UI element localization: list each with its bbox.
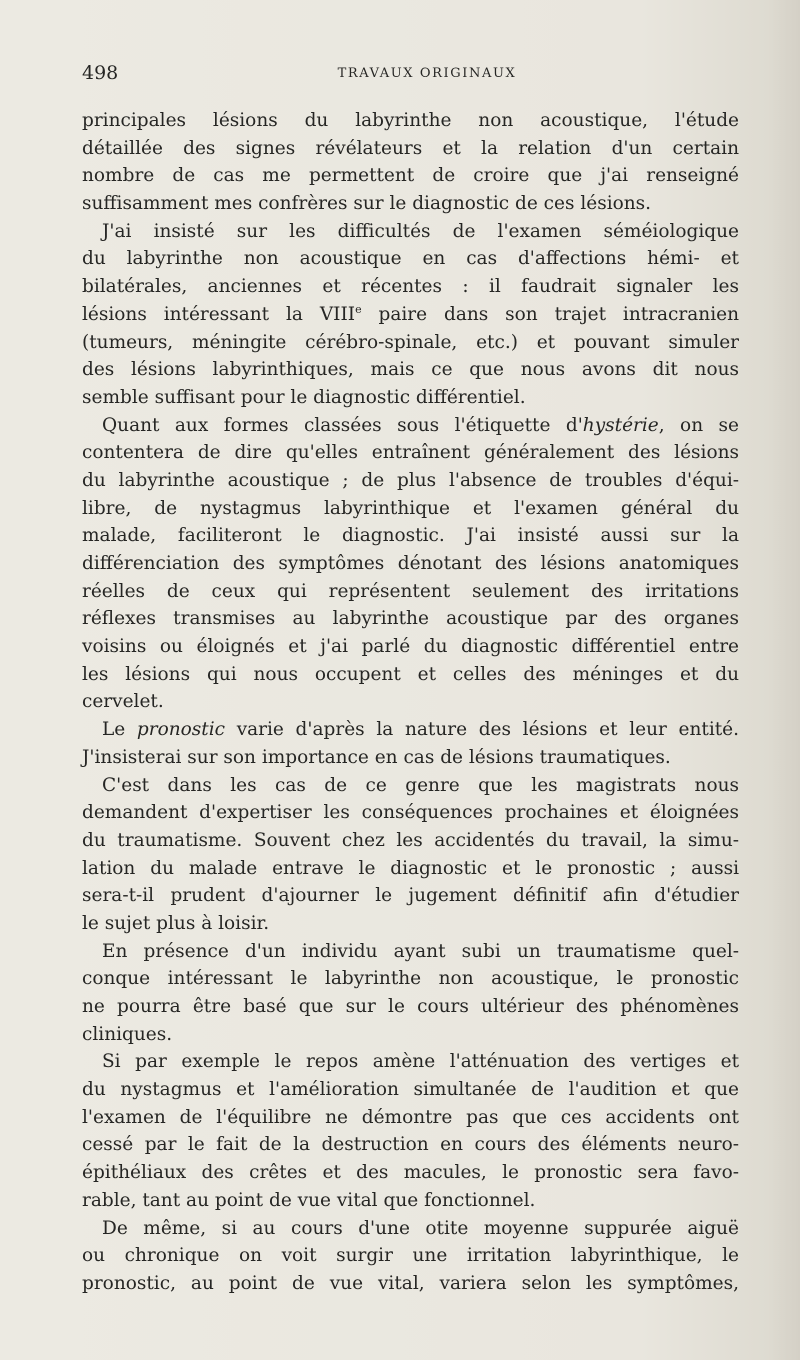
text-line: épithéliaux des crêtes et des macules, le pronostic sera favo- [82,1162,739,1184]
text-line: bilatérales, anciennes et récentes : il faudrait signaler les [82,276,739,298]
text-line: conque intéressant le labyrinthe non acoustique, le pronostic [82,968,739,990]
paragraph [82,412,739,717]
text-line: demandent d'expertiser les conséquences prochaines et éloignées [82,802,739,824]
text-line: les lésions qui nous occupent et celles des méninges et du [82,663,739,685]
text-line: détaillée des signes révélateurs et la relation d'un certain [82,137,739,159]
text-line: ou chronique on voit surgir une irritation labyrinthique, le [82,1245,739,1267]
text-line: réflexes transmises au labyrinthe acoustique par des organes [82,608,739,630]
text-line: suffisamment mes confrères sur le diagnostic de ces lésions. [82,193,652,215]
paragraph [82,1048,739,1214]
text-line: En présence d'un individu ayant subi un traumatisme quel- [102,940,739,962]
text-line: différenciation des symptômes dénotant des lésions anatomiques [82,553,739,574]
paragraph [82,938,739,1049]
text-line: rable, tant au point de vue vital que fonctionnel. [82,1189,536,1211]
text-line: ne pourra être basé que sur le cours ultérieur des phénomènes [82,996,739,1017]
text-line: des lésions labyrinthiques, mais ce que nous avons dit nous [82,359,739,381]
text-line: Le pronostic varie d'après la nature des lésions et leur entité. [102,719,739,741]
running-title: TRAVAUX ORIGINAUX [337,66,517,81]
text-line: malade, faciliteront le diagnostic. J'ai insisté aussi sur la [82,525,739,547]
text-line: du traumatisme. Souvent chez les accidentés du travail, la simu- [82,829,739,851]
text-line: du labyrinthe acoustique ; de plus l'absence de troubles d'équi- [82,469,739,491]
text-line: le sujet plus à loisir. [82,912,270,934]
text-line: pronostic, au point de vue vital, variera selon les symptômes, [82,1272,739,1294]
text-line: du nystagmus et l'amélioration simultanée de l'audition et que [82,1079,739,1101]
text-line: De même, si au cours d'une otite moyenne suppurée aiguë [102,1217,739,1239]
text-line: C'est dans les cas de ce genre que les magistrats nous [102,774,739,796]
paragraph [82,716,739,771]
text-line: J'ai insisté sur les difficultés de l'examen séméiologique [102,220,739,242]
text-line: voisins ou éloignés et j'ai parlé du diagnostic différentiel entre [82,636,739,658]
text-line: cessé par le fait de la destruction en cours des éléments neuro- [82,1134,739,1156]
text-line: cliniques. [82,1023,173,1045]
paragraph [82,218,739,412]
text-line: (tumeurs, méningite cérébro-spinale, etc.) et pouvant simuler [82,331,739,353]
page-header [82,62,742,90]
paragraph [82,107,739,218]
text-line: l'examen de l'équilibre ne démontre pas que ces accidents ont [82,1106,739,1128]
text-line: principales lésions du labyrinthe non acoustique, l'étude [82,110,739,131]
text-line: Quant aux formes classées sous l'étiquette d'hystérie, on se [102,414,739,436]
text-line: sera-t-il prudent d'ajourner le jugement définitif afin d'étudier [82,885,739,907]
paragraph [82,772,739,938]
page-number: 498 [82,62,119,84]
text-line: cervelet. [82,691,164,713]
text-line: du labyrinthe non acoustique en cas d'affections hémi- et [82,248,739,270]
text-line: semble suffisant pour le diagnostic différentiel. [82,386,526,408]
text-line: Si par exemple le repos amène l'atténuation des vertiges et [102,1051,739,1073]
text-line: lésions intéressant la VIIIe paire dans son trajet intracranien [82,302,739,325]
body-text [82,107,739,1298]
text-line: libre, de nystagmus labyrinthique et l'examen général du [82,497,739,519]
text-line: réelles de ceux qui représentent seulement des irritations [82,580,739,602]
text-line: nombre de cas me permettent de croire que j'ai renseigné [82,165,739,187]
text-line: contentera de dire qu'elles entraînent généralement des lésions [82,442,739,464]
paragraph [82,1215,739,1298]
text-line: lation du malade entrave le diagnostic et le pronostic ; aussi [82,857,739,879]
text-line: J'insisterai sur son importance en cas de lésions traumatiques. [82,746,671,768]
